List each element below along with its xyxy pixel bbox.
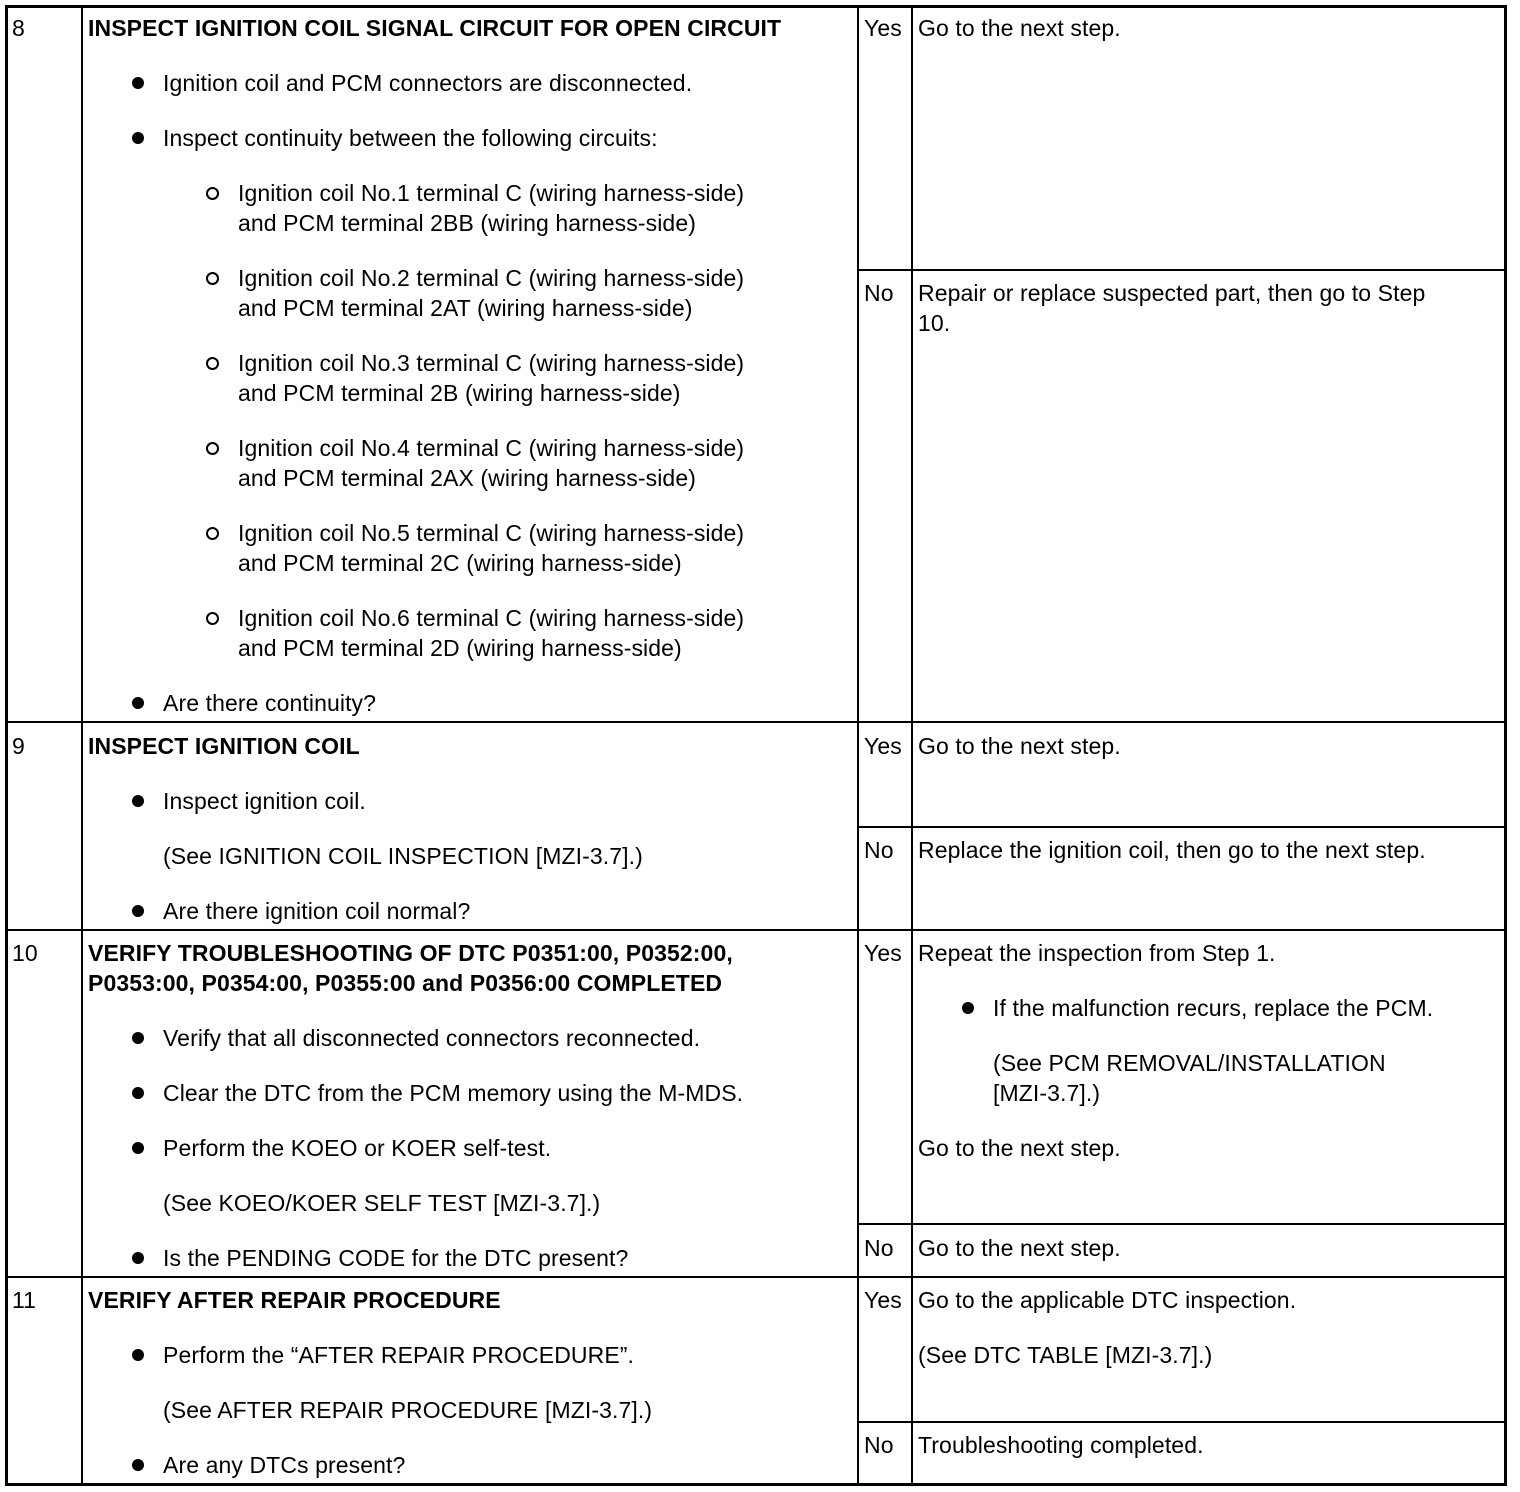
circuit-item: and PCM terminal 2BB (wiring harness-side) bbox=[238, 210, 696, 236]
yes-action: Go to the next step. bbox=[918, 15, 1121, 41]
yes-reference: [MZI-3.7].) bbox=[993, 1080, 1101, 1106]
step-title: INSPECT IGNITION COIL bbox=[88, 733, 360, 759]
bullet-icon bbox=[132, 697, 144, 709]
yes-label: Yes bbox=[864, 733, 902, 759]
bullet-icon bbox=[132, 1459, 144, 1471]
yes-label: Yes bbox=[864, 940, 902, 966]
sub-bullet-icon bbox=[206, 187, 219, 200]
yes-instruction: If the malfunction recurs, replace the PCM. bbox=[993, 995, 1434, 1021]
yes-no-divider bbox=[857, 269, 1506, 271]
circuit-item: Ignition coil No.5 terminal C (wiring harness-side) bbox=[238, 520, 745, 546]
circuit-item: Ignition coil No.4 terminal C (wiring harness-side) bbox=[238, 435, 745, 461]
bullet-icon bbox=[132, 77, 144, 89]
reference: (See KOEO/KOER SELF TEST [MZI-3.7].) bbox=[163, 1190, 601, 1216]
no-label: No bbox=[864, 1432, 894, 1458]
yes-action: Go to the next step. bbox=[918, 733, 1121, 759]
circuit-item: Ignition coil No.3 terminal C (wiring harness-side) bbox=[238, 350, 745, 376]
bullet-icon bbox=[132, 132, 144, 144]
question: Are any DTCs present? bbox=[163, 1452, 406, 1478]
yes-no-divider bbox=[857, 826, 1506, 828]
step-number: 8 bbox=[12, 15, 25, 41]
bullet-icon bbox=[132, 1087, 144, 1099]
reference: (See AFTER REPAIR PROCEDURE [MZI-3.7].) bbox=[163, 1397, 653, 1423]
question: Are there continuity? bbox=[163, 690, 377, 716]
yes-reference: (See PCM REMOVAL/INSTALLATION bbox=[993, 1050, 1386, 1076]
circuit-item: and PCM terminal 2D (wiring harness-side) bbox=[238, 635, 682, 661]
no-label: No bbox=[864, 837, 894, 863]
question: Is the PENDING CODE for the DTC present? bbox=[163, 1245, 629, 1271]
bullet-icon bbox=[132, 1142, 144, 1154]
bullet-icon bbox=[132, 1032, 144, 1044]
column-divider bbox=[911, 7, 913, 1484]
yes-action: Repeat the inspection from Step 1. bbox=[918, 940, 1276, 966]
step-title: VERIFY AFTER REPAIR PROCEDURE bbox=[88, 1287, 501, 1313]
circuit-item: and PCM terminal 2AX (wiring harness-side) bbox=[238, 465, 696, 491]
row-divider bbox=[7, 721, 1506, 723]
no-label: No bbox=[864, 1235, 894, 1261]
question: Are there ignition coil normal? bbox=[163, 898, 471, 924]
yes-label: Yes bbox=[864, 1287, 902, 1313]
instruction: Perform the “AFTER REPAIR PROCEDURE”. bbox=[163, 1342, 635, 1368]
yes-reference: (See DTC TABLE [MZI-3.7].) bbox=[918, 1342, 1213, 1368]
circuit-item: and PCM terminal 2B (wiring harness-side) bbox=[238, 380, 681, 406]
yes-label: Yes bbox=[864, 15, 902, 41]
instruction: Verify that all disconnected connectors reconnected. bbox=[163, 1025, 701, 1051]
instruction: Inspect ignition coil. bbox=[163, 788, 366, 814]
sub-bullet-icon bbox=[206, 357, 219, 370]
circuit-item: Ignition coil No.2 terminal C (wiring harness-side) bbox=[238, 265, 745, 291]
no-action: Troubleshooting completed. bbox=[918, 1432, 1204, 1458]
bullet-icon bbox=[132, 905, 144, 917]
yes-no-divider bbox=[857, 1223, 1506, 1225]
instruction: Inspect continuity between the following circuits: bbox=[163, 125, 658, 151]
bullet-icon bbox=[962, 1002, 974, 1014]
row-divider bbox=[7, 1276, 1506, 1278]
step-title: VERIFY TROUBLESHOOTING OF DTC P0351:00, P0352:00, bbox=[88, 940, 733, 966]
row-divider bbox=[7, 929, 1506, 931]
no-action: 10. bbox=[918, 310, 951, 336]
no-action: Repair or replace suspected part, then go to Step bbox=[918, 280, 1426, 306]
instruction: Perform the KOEO or KOER self-test. bbox=[163, 1135, 552, 1161]
bullet-icon bbox=[132, 1252, 144, 1264]
bullet-icon bbox=[132, 795, 144, 807]
circuit-item: and PCM terminal 2AT (wiring harness-side) bbox=[238, 295, 693, 321]
sub-bullet-icon bbox=[206, 272, 219, 285]
yes-action: Go to the next step. bbox=[918, 1135, 1121, 1161]
step-number: 11 bbox=[12, 1287, 37, 1313]
column-divider bbox=[81, 7, 83, 1484]
step-number: 9 bbox=[12, 733, 25, 759]
yes-no-divider bbox=[857, 1421, 1506, 1423]
circuit-item: and PCM terminal 2C (wiring harness-side) bbox=[238, 550, 682, 576]
no-label: No bbox=[864, 280, 894, 306]
step-number: 10 bbox=[12, 940, 38, 966]
sub-bullet-icon bbox=[206, 527, 219, 540]
step-title: INSPECT IGNITION COIL SIGNAL CIRCUIT FOR OPEN CIRCUIT bbox=[88, 15, 782, 41]
instruction: Ignition coil and PCM connectors are disconnected. bbox=[163, 70, 693, 96]
circuit-item: Ignition coil No.6 terminal C (wiring harness-side) bbox=[238, 605, 745, 631]
bullet-icon bbox=[132, 1349, 144, 1361]
instruction: Clear the DTC from the PCM memory using the M-MDS. bbox=[163, 1080, 744, 1106]
yes-action: Go to the applicable DTC inspection. bbox=[918, 1287, 1297, 1313]
no-action: Go to the next step. bbox=[918, 1235, 1121, 1261]
step-title: P0353:00, P0354:00, P0355:00 and P0356:00 COMPLETED bbox=[88, 970, 723, 996]
sub-bullet-icon bbox=[206, 612, 219, 625]
no-action: Replace the ignition coil, then go to the next step. bbox=[918, 837, 1426, 863]
column-divider bbox=[857, 7, 859, 1484]
circuit-item: Ignition coil No.1 terminal C (wiring harness-side) bbox=[238, 180, 745, 206]
sub-bullet-icon bbox=[206, 442, 219, 455]
reference: (See IGNITION COIL INSPECTION [MZI-3.7].) bbox=[163, 843, 643, 869]
